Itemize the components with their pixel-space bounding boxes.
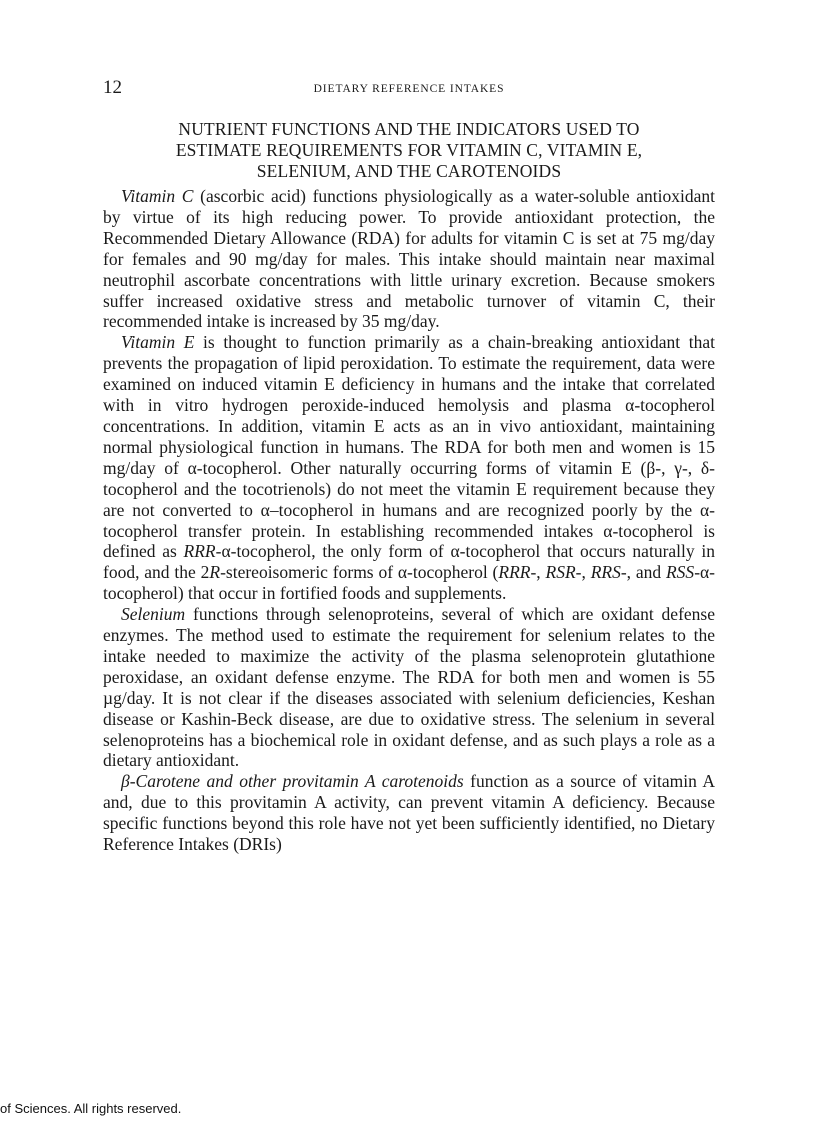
term-vitamin-c: Vitamin C: [121, 186, 194, 206]
paragraph-text: (ascorbic acid) functions physiologically as a water-soluble antioxidant by virtue of its high reducing power. To provide antioxidant protection, the Recommended Dietary Allowance (RDA) for adults for vitamin C is set at 75 mg/day for females and 90 mg/day for males. This intake should maintain near maximal neutrophil ascorbate concentrations with little urinary excretion. Because smokers suffer increased oxidative stress and metabolic turnover of vitamin C, their recommended intake is increased by 35 mg/day.: [103, 186, 715, 332]
paragraph-text: function as a source of vitamin A and, due to this provitamin A activity, can prevent vitamin A deficiency. Because specific functions beyond this role have not yet been sufficiently identified, no Dietary Reference Intakes (DRIs): [103, 771, 715, 855]
section-heading-line: SELENIUM, AND THE CAROTENOIDS: [256, 161, 562, 181]
stereo-prefix: RRS: [590, 562, 621, 583]
document-page: [103, 72, 715, 855]
paragraph-selenium: [103, 604, 715, 771]
stereo-prefix: RRR: [498, 562, 531, 583]
section-heading: [103, 119, 715, 182]
page-number: 12: [103, 77, 122, 98]
stereo-prefix: RSR: [545, 562, 576, 583]
paragraph-text: -,: [530, 562, 546, 583]
section-heading-line: ESTIMATE REQUIREMENTS FOR VITAMIN C, VITAMIN E,: [175, 140, 643, 160]
stereo-prefix: RSS: [665, 562, 695, 583]
stereo-prefix: RRR: [183, 541, 216, 562]
copyright-footer: of Sciences. All rights reserved.: [0, 1101, 182, 1116]
running-title: DIETARY REFERENCE INTAKES: [313, 83, 505, 95]
paragraph-text: -α-tocopherol, the only form of α-tocopherol that occurs naturally in food, and the 2: [103, 541, 715, 583]
section-heading-line: NUTRIENT FUNCTIONS AND THE INDICATORS USED TO: [178, 119, 640, 139]
paragraph-text: -α-tocopherol) that occur in fortified foods and supplements.: [103, 562, 716, 604]
term-carotenoids: β-Carotene and other provitamin A carotenoids: [121, 771, 464, 792]
paragraph-carotenoids: [103, 771, 715, 855]
paragraph-vitamin-e: [103, 332, 715, 604]
body-text: [103, 186, 715, 855]
paragraph-text: -, and: [620, 562, 666, 583]
paragraph-text: -,: [575, 562, 591, 583]
term-vitamin-e: Vitamin E: [121, 332, 195, 353]
paragraph-vitamin-c: [103, 186, 715, 332]
paragraph-text: is thought to function primarily as a chain-breaking antioxidant that prevents the propagation of lipid peroxidation. To estimate the requirement, data were examined on induced vitamin E deficiency in humans and the intake that correlated with in vitro hydrogen peroxide-induced hemolysis and plasma α-tocopherol concentrations. In addition, vitamin E acts as an in vivo antioxidant, maintaining normal physiological function in humans. The RDA for both men and women is 15 mg/day of α-tocopherol. Other naturally occurring forms of vitamin E (β-, γ-, δ-tocopherol and the tocotrienols) do not meet the vitamin E requirement because they are not converted to α–tocopherol in humans and are recognized poorly by the α-tocopherol transfer protein. In establishing recommended intakes α-tocopherol is defined as: [103, 332, 715, 562]
running-head: [103, 72, 715, 102]
paragraph-text: functions through selenoproteins, several of which are oxidant defense enzymes. The method used to estimate the requirement for selenium relates to the intake needed to maximize the activity of the plasma selenoprotein glutathione peroxidase, an oxidant defense enzyme. The RDA for both men and women is 55 µg/day. It is not clear if the diseases associated with selenium deficiencies, Keshan disease or Kashin-Beck disease, are due to oxidative stress. The selenium in several selenoproteins has a biochemical role in oxidant defense, and as such plays a role as a dietary antioxidant.: [103, 604, 715, 771]
term-selenium: Selenium: [121, 604, 186, 625]
stereo-prefix: R: [209, 562, 221, 583]
paragraph-text: -stereoisomeric forms of α-tocopherol (: [220, 562, 499, 583]
